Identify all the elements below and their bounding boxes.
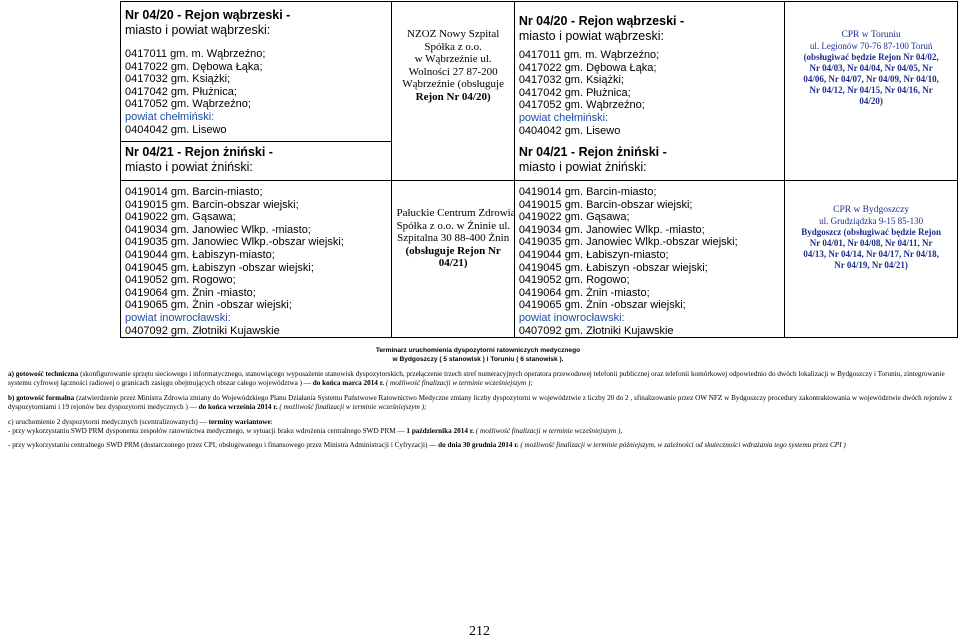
cpr-line: (obsługiwać będzie Rejon Nr 04/02, — [803, 52, 939, 62]
para-a-deadline: do końca marca 2014 r. — [312, 379, 385, 388]
rejon-subheading: miasto i powiat wąbrzeski: — [518, 29, 665, 43]
para-a-label: a) gotowość techniczna — [8, 370, 79, 378]
cpr-line: Nr 04/12, Nr 04/15, Nr 04/16, Nr — [809, 85, 933, 95]
page-number: 212 — [469, 624, 490, 639]
gmina-item: 0419014 gm. Barcin-miasto; — [125, 186, 263, 198]
gmina-item: 0417042 gm. Płużnica; — [125, 85, 237, 98]
gmina-item: 0417042 gm. Płużnica; — [518, 86, 631, 99]
paragraph-c — [8, 418, 958, 427]
gmina-item: 0419034 gm. Janowiec Wlkp. -miasto; — [125, 223, 311, 236]
para-a-note: ( możliwość finalizacji w terminie wcześniejszym ); — [384, 379, 533, 388]
paragraph-b — [8, 394, 958, 413]
row1-dispatch-regions-cell — [514, 2, 784, 181]
gmina-item: 0419044 gm. Łabiszyn-miasto; — [125, 248, 275, 261]
cpr-line: Nr 04/19, Nr 04/21) — [834, 260, 908, 270]
para-c2-note: ( możliwość finalizacji w terminie późniejszym, w zależności od skuteczności wdrażania tego systemu przez CPI ) — [518, 441, 846, 450]
gmina-item: 0419065 gm. Żnin -obszar wiejski; — [125, 299, 292, 312]
powiat-label: powiat chełmiński: — [518, 111, 609, 124]
cpr-line: 04/20) — [859, 96, 883, 106]
cpr-line — [789, 227, 953, 238]
cpr-line: Nr 04/03, Nr 04/04, Nr 04/05, Nr — [809, 63, 933, 73]
gmina-item: 0419064 gm. Żnin -miasto; — [518, 286, 650, 299]
gmina-item: 0417032 gm. Książki; — [518, 74, 624, 87]
cpr-line-text: Bydgoszcz (obsługiwać będzie Rejon — [801, 227, 941, 237]
powiat-label: powiat inowrocławski: — [518, 311, 625, 324]
gmina-item: 0417052 gm. Wąbrzeźno; — [518, 99, 645, 112]
hospital-line: 04/21) — [438, 257, 468, 270]
cpr-line: 04/06, Nr 04/07, Nr 04/09, Nr 04/10, — [803, 74, 939, 84]
gmina-item: 0419052 gm. Rogowo; — [125, 274, 236, 287]
rejon-heading: Nr 04/21 - Rejon żniński - — [518, 145, 667, 160]
hospital-line: w Wąbrzeźnie ul. — [414, 53, 492, 66]
schedule-title: Terminarz uruchomienia dyspozytorni ratowniczych medycznego — [375, 347, 581, 354]
para-c2-text: - przy wykorzystaniu centralnego SWD PRM (dostarczonego przez CPI, obsługiwanego i finansowego przez Ministra Administracji i Cyfryzacji) — — [8, 441, 439, 450]
paragraph-a — [8, 370, 958, 389]
cpr-line: CPR w Toruniu — [841, 30, 901, 40]
rejon-heading: Nr 04/21 - Rejon żniński - — [125, 145, 273, 159]
gmina-item: 0417011 gm. m. Wąbrzeźno; — [125, 48, 266, 60]
paragraph-c2 — [8, 441, 958, 450]
cpr-cell-torun — [785, 2, 958, 181]
gmina-item: 0407092 gm. Złotniki Kujawskie — [518, 324, 674, 337]
schedule-subtitle: w Bydgoszczy ( 5 stanowisk ) i Toruniu ( 6 stanowisk ). — [392, 356, 564, 363]
gmina-item: 0419022 gm. Gąsawa; — [518, 211, 630, 224]
hospital-line: (obsługuje Rejon Nr — [405, 244, 501, 257]
rejon-subheading: miasto i powiat żniński: — [518, 160, 647, 175]
gmina-item: 0404042 gm. Lisewo — [518, 124, 621, 137]
powiat-label: powiat chełmiński: — [125, 110, 215, 123]
gmina-item: 0419034 gm. Janowiec Wlkp. -miasto; — [518, 223, 705, 236]
para-c1-deadline: 1 października 2014 r. — [406, 427, 475, 436]
hospital-line: Szpitalna 30 88-400 Żnin — [397, 232, 510, 245]
gmina-item: 0419015 gm. Barcin-obszar wiejski; — [125, 198, 299, 211]
para-b-note: ( możliwość finalizacji w terminie wcześniejszym ); — [277, 403, 427, 412]
hospital-line: Rejon Nr 04/20) — [415, 90, 491, 103]
gmina-item: 0419044 gm. Łabiszyn-miasto; — [518, 248, 669, 261]
row2-regions-cell — [121, 142, 392, 181]
para-c1-note: ( możliwość finalizacji w terminie wcześniejszym ), — [474, 427, 623, 436]
gmina-item: 0419022 gm. Gąsawa; — [125, 211, 236, 224]
hospital-line: Wolności 27 87-200 — [408, 65, 498, 78]
rejon-heading: Nr 04/20 - Rejon wąbrzeski - — [125, 8, 291, 22]
gmina-item: 0417022 gm. Dębowa Łąka; — [125, 60, 263, 73]
rejon-heading: Nr 04/20 - Rejon wąbrzeski - — [518, 14, 685, 28]
para-b-label: b) gotowość formalna — [8, 393, 75, 402]
row3-dispatch-regions-cell — [514, 181, 784, 338]
para-a-text: (skonfigurowanie sprzętu sieciowego i informatycznego, stanowiącego wyposażenie stanowisk dyspozytorskich, przełączenie trzech stref numeracyjnych operatora przewodowej telefonii publicznej oraz telefonii komórkowej odpowiednio do dwóch lokalizacji w Bydgoszczy i Toruniu, zintegrowanie systemu cyfrowej łączności radiowej o granicach zasięgu obejmujących obszar całego województwa ) — — [8, 370, 945, 388]
gmina-item: 0417052 gm. Wąbrzeźno; — [125, 98, 251, 111]
gmina-item: 0419052 gm. Rogowo; — [518, 274, 630, 287]
gmina-item: 0419064 gm. Żnin -miasto; — [125, 286, 256, 299]
cpr-line: 04/13, Nr 04/14, Nr 04/17, Nr 04/18, — [803, 249, 939, 259]
gmina-item: 0419035 gm. Janowiec Wlkp.-obszar wiejski; — [125, 236, 344, 249]
hospital-line: Wąbrzeźnie (obsługuje — [402, 78, 504, 91]
gmina-item: 0419014 gm. Barcin-miasto; — [518, 186, 657, 198]
rejon-subheading: miasto i powiat żniński: — [125, 160, 253, 174]
hospital-line: Spółka z o.o. w Żninie ul. — [396, 219, 511, 232]
cpr-cell-bydgoszcz — [785, 181, 958, 338]
para-c-label: terminy wariantowe — [208, 417, 271, 426]
gmina-item: 0417032 gm. Książki; — [125, 73, 231, 86]
rejon-subheading: miasto i powiat wąbrzeski: — [125, 23, 271, 37]
gmina-item: 0417011 gm. m. Wąbrzeźno; — [518, 49, 660, 61]
paragraph-c1 — [8, 427, 958, 436]
gmina-item: 0407092 gm. Złotniki Kujawskie — [125, 324, 280, 337]
gmina-item: 0419065 gm. Żnin -obszar wiejski; — [518, 299, 686, 312]
para-c1-text: - przy wykorzystaniu SWD PRM dysponenta zespołów ratownictwa medycznego, w sytuacji braku wdrożenia centralnego SWD PRM — — [8, 427, 407, 436]
hospital-cell-wabrzezno — [392, 2, 514, 181]
gmina-item: 0404042 gm. Lisewo — [125, 123, 227, 136]
cpr-line: ul. Grudziądzka 9-15 85-130 — [819, 216, 924, 226]
cpr-line: CPR w Bydgoszczy — [833, 205, 910, 215]
powiat-label: powiat inowrocławski: — [125, 311, 231, 324]
hospital-line: Pałuckie Centrum Zdrowia — [396, 207, 516, 219]
hospital-cell-znin — [392, 181, 514, 338]
coverage-table — [120, 1, 958, 338]
cpr-line: Nr 04/01, Nr 04/08, Nr 04/11, Nr — [809, 238, 933, 248]
para-c2-deadline: do dnia 30 grudnia 2014 r. — [438, 441, 519, 450]
schedule-section — [8, 346, 958, 456]
para-c-colon: : — [270, 417, 273, 426]
gmina-item: 0419045 gm. Łabiszyn -obszar wiejski; — [125, 261, 314, 274]
para-b-deadline: do końca września 2014 r. — [198, 403, 278, 412]
para-b-text: (zatwierdzenie przez Ministra Zdrowia zmiany do Wojewódzkiego Planu Działania Systemu Państwowe Ratownictwo Medyczne zmiany liczby dyspozytorni w województwie z liczby 20 do 2 , sfinalizowanie przez OW NFZ w Bydgoszczy procedury zakontraktowania w województwie dwóch rejonów z dyspozytorniami i 19 rejonów bez dyspozytorni medycznych ) — — [8, 393, 953, 412]
gmina-item: 0419045 gm. Łabiszyn -obszar wiejski; — [518, 261, 708, 274]
gmina-item: 0419015 gm. Barcin-obszar wiejski; — [518, 198, 693, 211]
cpr-line: ul. Legionów 70-76 87-100 Toruń — [809, 41, 933, 51]
hospital-line: Spółka z o.o. — [424, 40, 482, 53]
hospital-line: NZOZ Nowy Szpital — [407, 28, 500, 40]
gmina-item: 0419035 gm. Janowiec Wlkp.-obszar wiejski; — [518, 236, 738, 249]
row3-regions-cell — [121, 181, 392, 338]
gmina-item: 0417022 gm. Dębowa Łąka; — [518, 61, 657, 74]
para-c-text: c) uruchomienie 2 dyspozytorni medycznych (scentralizowanych) — — [8, 417, 209, 426]
row1-regions-cell — [121, 2, 392, 142]
